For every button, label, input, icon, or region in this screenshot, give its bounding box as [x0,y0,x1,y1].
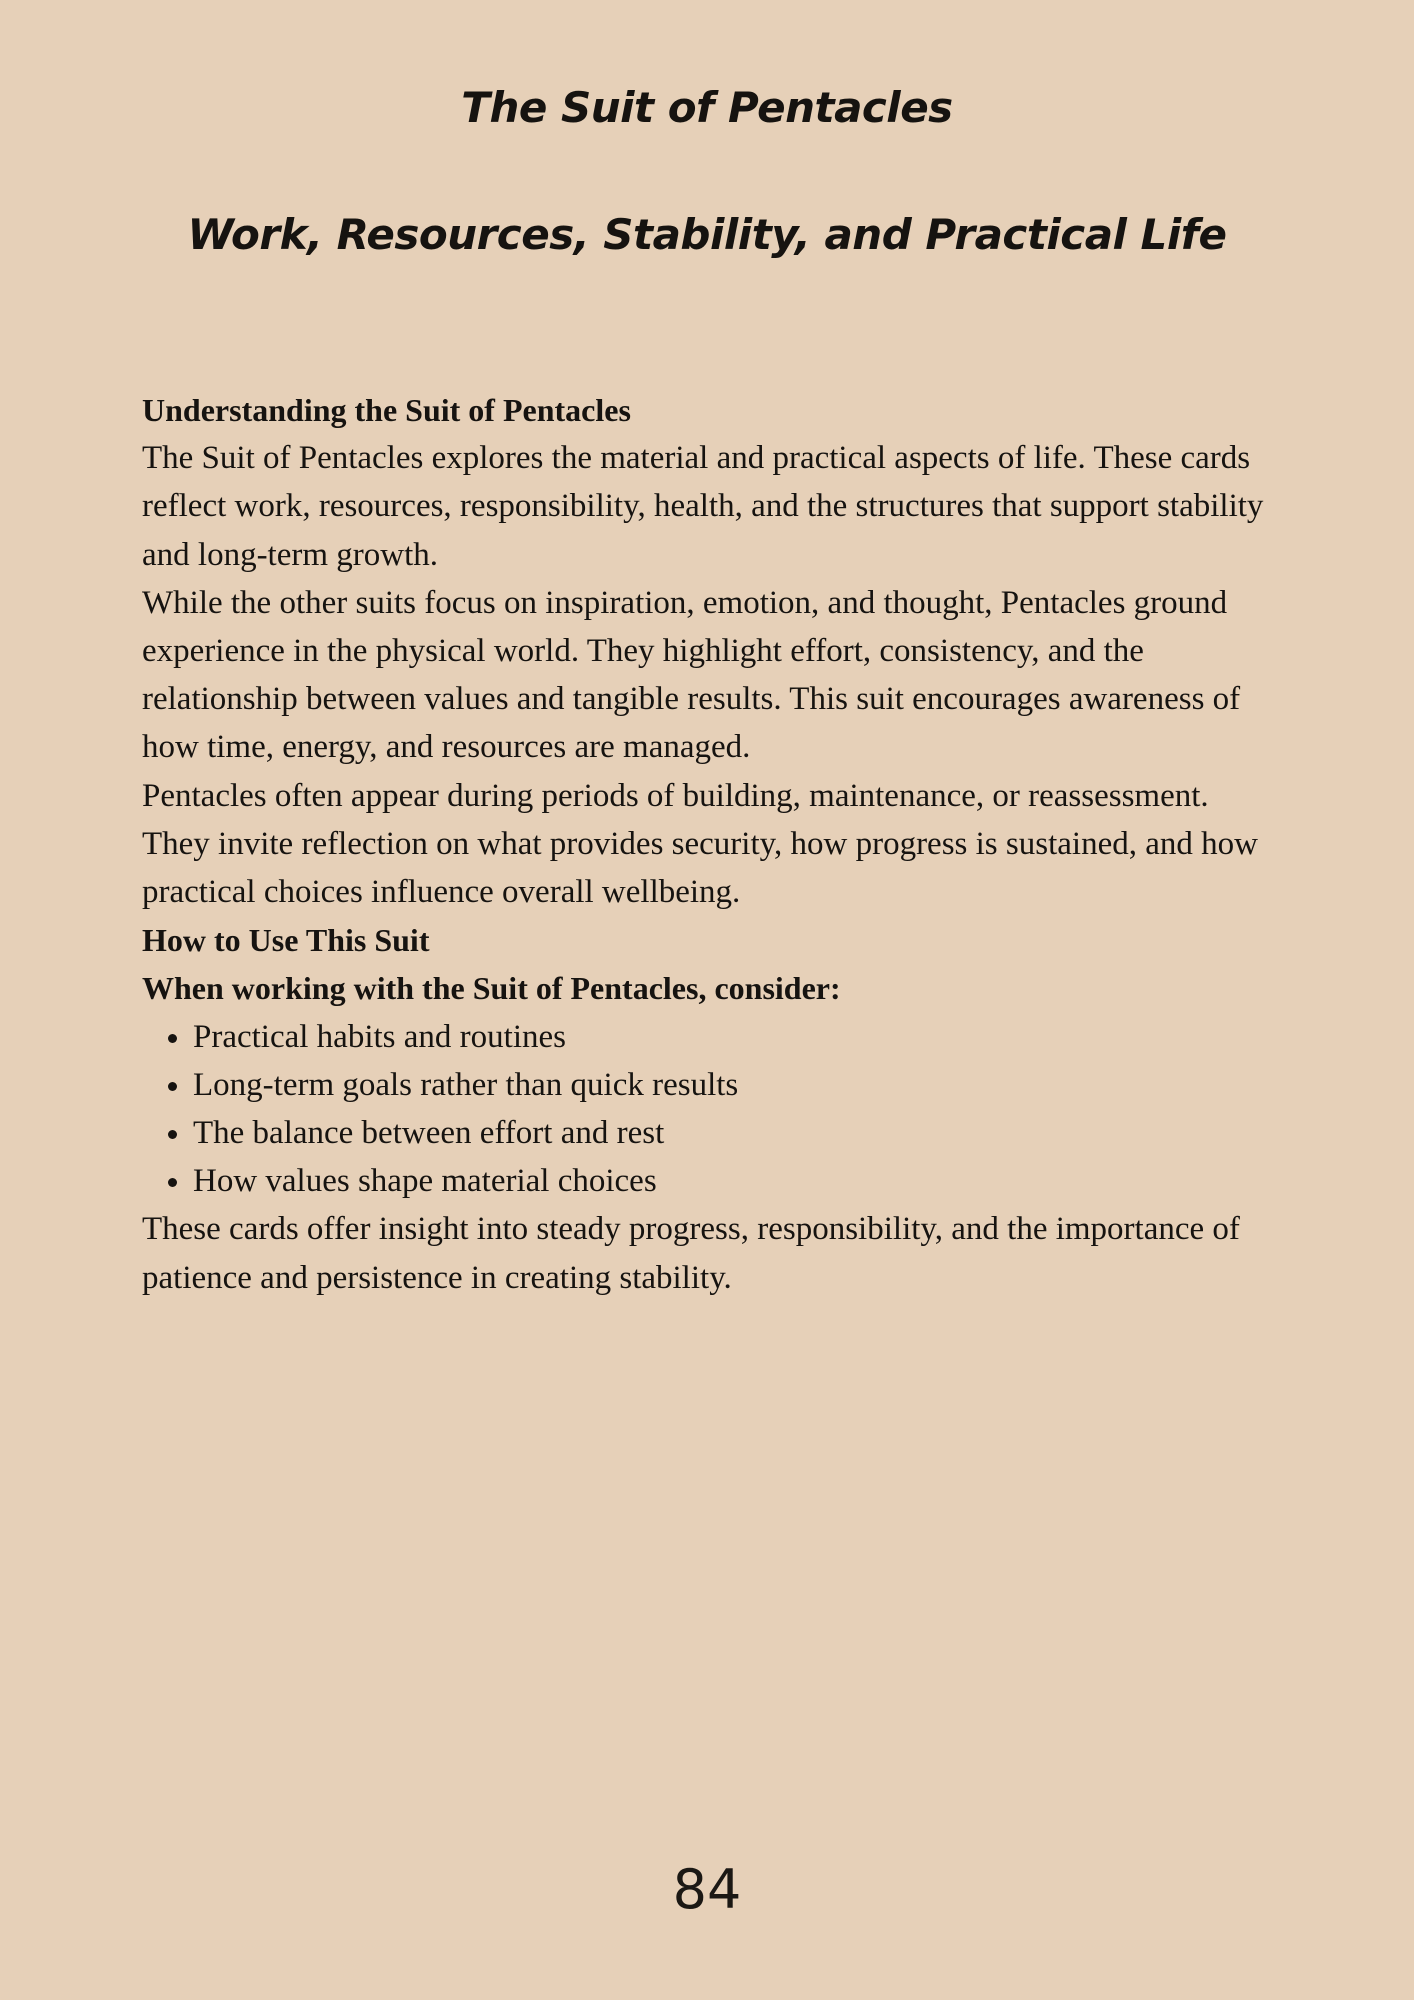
paragraph: While the other suits focus on inspiration, emotion, and thought, Pentacles ground experience in the physical world. They highlight effort, consistency, and the relationship between values and tangible results. This suit encourages awareness of how time, energy, and resources are managed. [142,584,1241,766]
list-lead: When working with the Suit of Pentacles, consider: [142,970,841,1007]
page-title: The Suit of Pentacles [461,83,953,132]
section-heading-understanding: Understanding the Suit of Pentacles [142,392,631,428]
section-heading-how-to-use: How to Use This Suit [142,922,430,959]
body-text [142,386,1282,1302]
paragraph: The Suit of Pentacles explores the material and practical aspects of life. These cards reflect work, resources, responsibility, health, and the structures that support stability and long-term growth. [142,440,1264,573]
list-item: • How values shape material choices [193,1157,1282,1205]
page-number: 84 [672,1858,742,1921]
paragraph: Pentacles often appear during periods of building, maintenance, or reassessment. They invite reflection on what provides security, how progress is sustained, and how practical choices influence overall wellbeing. [142,777,1258,911]
list-item: • The balance between effort and rest [193,1109,1282,1157]
closing-paragraph: These cards offer insight into steady progress, responsibility, and the importance of patience and persistence in creating stability. [142,1211,1240,1296]
list-item: • Practical habits and routines [193,1013,1282,1061]
consider-list [142,1013,1282,1206]
page-subtitle: Work, Resources, Stability, and Practical Life [187,210,1227,259]
list-item: • Long-term goals rather than quick results [193,1061,1282,1109]
